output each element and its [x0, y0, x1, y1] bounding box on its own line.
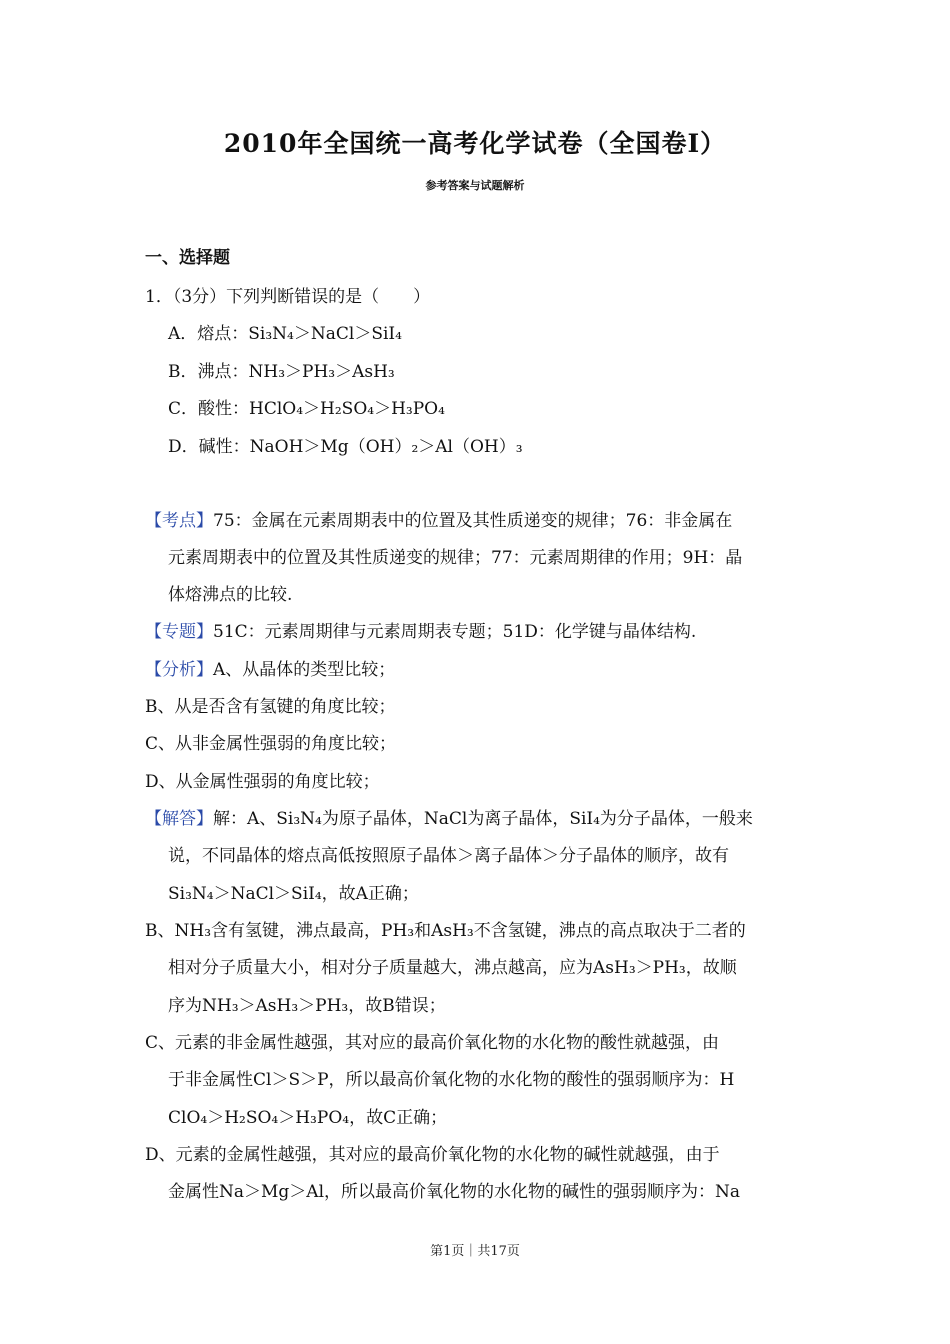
jieda-line-8: 于非金属性Cl＞S＞P，所以最高价氧化物的水化物的酸性的强弱顺序为：H [168, 1070, 735, 1090]
jieda-text-1: 解：A、Si₃N₄为原子晶体，NaCl为离子晶体，SiI₄为分子晶体，一般来 [213, 809, 753, 829]
jieda-line-1 [145, 807, 753, 831]
jieda-line-4: B、NH₃含有氢键，沸点最高，PH₃和AsH₃不含氢键，沸点的高点取决于二者的 [145, 921, 746, 941]
zhuanti-tag: 【专题】 [145, 622, 213, 642]
jieda-line-10: D、元素的金属性越强，其对应的最高价氧化物的水化物的碱性就越强，由于 [145, 1145, 720, 1165]
kaodian-line-1 [145, 509, 732, 533]
jieda-line-9: ClO₄＞H₂SO₄＞H₃PO₄，故C正确； [168, 1108, 448, 1128]
option-a: A．熔点：Si₃N₄＞NaCl＞SiI₄ [168, 324, 402, 344]
zhuanti-line [145, 620, 696, 644]
fenxi-line-4: D、从金属性强弱的角度比较； [145, 772, 380, 792]
question-stem: 1．（3分）下列判断错误的是（ ） [145, 287, 431, 307]
fenxi-line-2: B、从是否含有氢键的角度比较； [145, 697, 396, 717]
fenxi-text-1: A、从晶体的类型比较； [213, 660, 396, 680]
jieda-line-7: C、元素的非金属性越强，其对应的最高价氧化物的水化物的酸性就越强，由 [145, 1033, 720, 1053]
kaodian-line-2: 元素周期表中的位置及其性质递变的规律；77：元素周期律的作用；9H：晶 [168, 548, 743, 568]
kaodian-line-3: 体熔沸点的比较. [168, 585, 293, 605]
zhuanti-text: 51C：元素周期律与元素周期表专题；51D：化学键与晶体结构. [213, 622, 697, 642]
jieda-line-11: 金属性Na＞Mg＞Al，所以最高价氧化物的水化物的碱性的强弱顺序为：Na [168, 1182, 741, 1202]
jieda-line-6: 序为NH₃＞AsH₃＞PH₃，故B错误； [168, 996, 446, 1016]
section-heading: 一、选择题 [145, 248, 230, 268]
jieda-line-3: Si₃N₄＞NaCl＞SiI₄，故A正确； [168, 884, 419, 904]
page-subtitle: 参考答案与试题解析 [425, 179, 525, 192]
page-title: 2010年全国统一高考化学试卷（全国卷I） [223, 129, 727, 158]
fenxi-line-3: C、从非金属性强弱的角度比较； [145, 734, 397, 754]
fenxi-line-1 [145, 658, 395, 682]
option-c: C．酸性：HClO₄＞H₂SO₄＞H₃PO₄ [168, 399, 445, 419]
option-b: B．沸点：NH₃＞PH₃＞AsH₃ [168, 362, 395, 382]
kaodian-tag: 【考点】 [145, 511, 213, 531]
fenxi-tag: 【分析】 [145, 660, 213, 680]
jieda-line-2: 说，不同晶体的熔点高低按照原子晶体＞离子晶体＞分子晶体的顺序，故有 [168, 846, 729, 866]
jieda-tag: 【解答】 [145, 809, 213, 829]
kaodian-text-1: 75：金属在元素周期表中的位置及其性质递变的规律；76：非金属在 [213, 511, 733, 531]
jieda-line-5: 相对分子质量大小，相对分子质量越大，沸点越高，应为AsH₃＞PH₃，故顺 [168, 958, 737, 978]
page-footer: 第1页｜共17页 [430, 1244, 520, 1259]
option-d: D．碱性：NaOH＞Mg（OH）₂＞Al（OH）₃ [168, 437, 523, 457]
